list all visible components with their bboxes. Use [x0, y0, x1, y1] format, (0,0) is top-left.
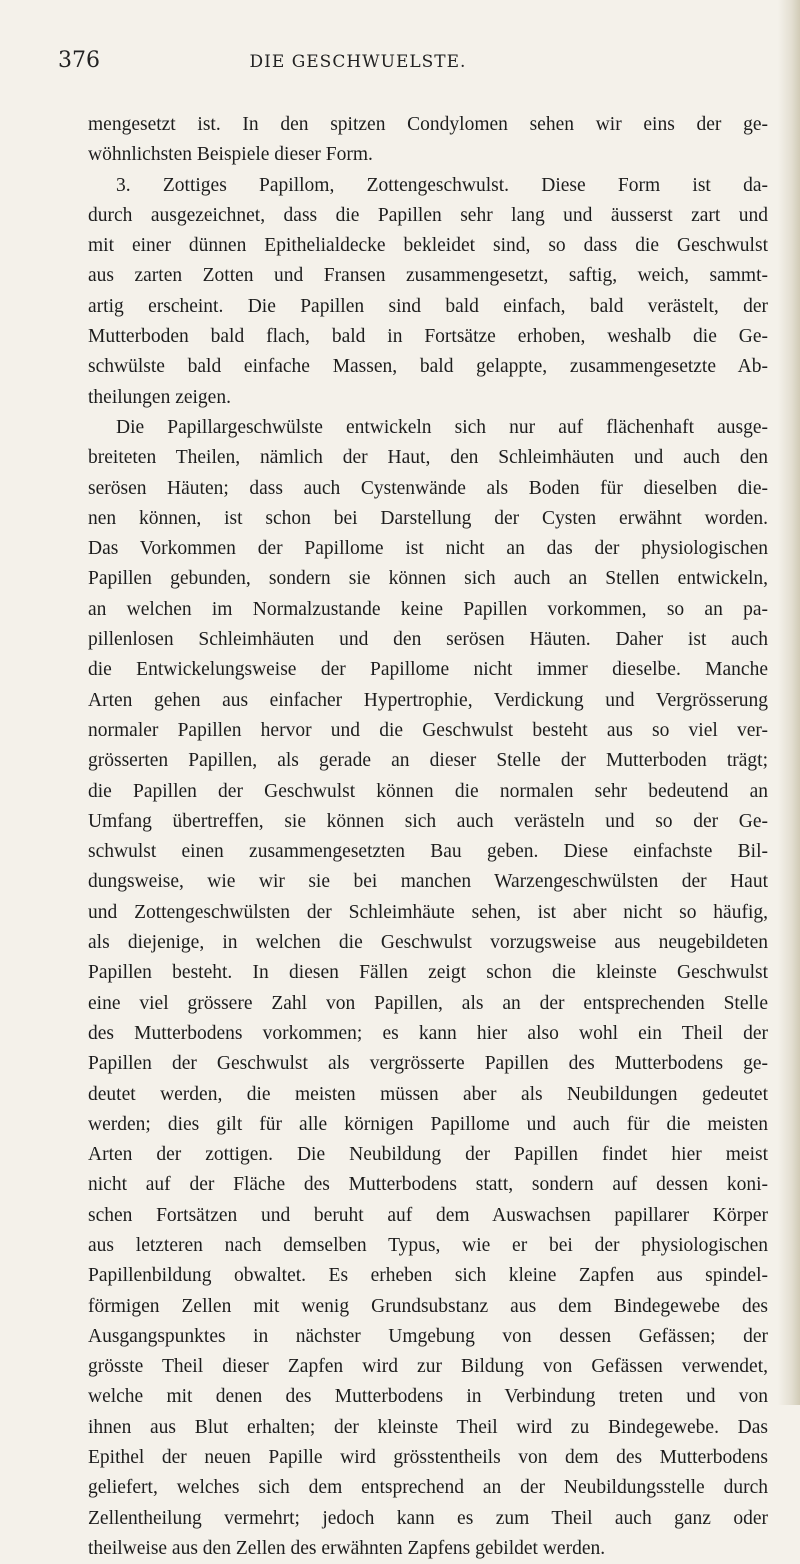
text-line: die Papillen der Geschwulst können die normalen sehr bedeutend an	[88, 780, 768, 802]
text-line: Zellentheilung vermehrt; jedoch kann es zum Theil auch ganz oder	[88, 1507, 768, 1529]
text-line: Umfang übertreffen, sie können sich auch verästeln und so der Ge-	[88, 810, 768, 832]
text-line: Papillenbildung obwaltet. Es erheben sich kleine Zapfen aus spindel-	[88, 1265, 768, 1287]
text-line: Mutterboden bald flach, bald in Fortsätze erhoben, weshalb die Ge-	[88, 326, 768, 348]
text-line: schwülste bald einfache Massen, bald gelappte, zusammengesetzte Ab-	[88, 356, 768, 378]
text-line: pillenlosen Schleimhäuten und den serösen Häuten. Daher ist auch	[88, 629, 768, 651]
text-line: Papillen besteht. In diesen Fällen zeigt schon die kleinste Geschwulst	[88, 962, 768, 984]
text-line: geliefert, welches sich dem entsprechend an der Neubildungsstelle durch	[88, 1477, 768, 1499]
page-header	[48, 48, 778, 88]
text-line: welche mit denen des Mutterbodens in Verbindung treten und von	[88, 1386, 768, 1408]
text-line: werden; dies gilt für alle körnigen Papillome und auch für die meisten	[88, 1113, 768, 1135]
text-line: breiteten Theilen, nämlich der Haut, den Schleimhäuten und auch den	[88, 447, 768, 469]
text-line: aus letzteren nach demselben Typus, wie er bei der physiologischen	[88, 1234, 768, 1256]
text-line: grösserten Papillen, als gerade an dieser Stelle der Mutterboden trägt;	[88, 750, 768, 772]
text-line: deutet werden, die meisten müssen aber als Neubildungen gedeutet	[88, 1083, 768, 1105]
text-line: artig erscheint. Die Papillen sind bald einfach, bald verästelt, der	[88, 295, 768, 317]
text-line: theilweise aus den Zellen des erwähnten Zapfens gebildet werden.	[88, 1537, 606, 1559]
text-line: mengesetzt ist. In den spitzen Condylomen sehen wir eins der ge-	[88, 114, 768, 135]
text-line: 3. Zottiges Papillom, Zottengeschwulst. Diese Form ist da-	[116, 174, 768, 196]
body-text	[88, 110, 768, 1564]
text-line: förmigen Zellen mit wenig Grundsubstanz aus dem Bindegewebe des	[88, 1295, 768, 1317]
text-line: Das Vorkommen der Papillome ist nicht an das der physiologischen	[88, 538, 768, 560]
text-line: serösen Häuten; dass auch Cystenwände als Boden für dieselben die-	[88, 477, 768, 499]
text-line: eine viel grössere Zahl von Papillen, als an der entsprechenden Stelle	[88, 992, 768, 1014]
text-line: Papillen gebunden, sondern sie können sich auch an Stellen entwickeln,	[88, 568, 768, 590]
text-line: Arten der zottigen. Die Neubildung der Papillen findet hier meist	[88, 1144, 768, 1166]
text-line: aus zarten Zotten und Fransen zusammengesetzt, saftig, weich, sammt-	[88, 265, 768, 287]
text-line: schen Fortsätzen und beruht auf dem Auswachsen papillarer Körper	[88, 1204, 768, 1226]
text-line: grösste Theil dieser Zapfen wird zur Bildung von Gefässen verwendet,	[88, 1356, 768, 1378]
text-line: des Mutterbodens vorkommen; es kann hier also wohl ein Theil der	[88, 1022, 768, 1044]
text-line: theilungen zeigen.	[88, 386, 231, 408]
page-edge-shadow	[778, 0, 800, 1405]
text-line: die Entwickelungsweise der Papillome nicht immer dieselbe. Manche	[88, 659, 768, 681]
text-line: Papillen der Geschwulst als vergrösserte Papillen des Mutterbodens ge-	[88, 1053, 768, 1075]
text-line: als diejenige, in welchen die Geschwulst vorzugsweise aus neugebildeten	[88, 932, 768, 954]
text-line: ihnen aus Blut erhalten; der kleinste Theil wird zu Bindegewebe. Das	[88, 1416, 768, 1438]
text-line: Arten gehen aus einfacher Hypertrophie, Verdickung und Vergrösserung	[88, 689, 768, 711]
text-line: schwulst einen zusammengesetzten Bau geben. Diese einfachste Bil-	[88, 841, 768, 863]
text-line: durch ausgezeichnet, dass die Papillen sehr lang und äusserst zart und	[88, 204, 768, 226]
text-line: an welchen im Normalzustande keine Papillen vorkommen, so an pa-	[88, 598, 768, 620]
text-line: und Zottengeschwülsten der Schleimhäute sehen, ist aber nicht so häufig,	[88, 901, 768, 923]
text-line: Epithel der neuen Papille wird grösstentheils von dem des Mutterbodens	[88, 1447, 768, 1469]
text-line: wöhnlichsten Beispiele dieser Form.	[88, 144, 373, 166]
page-number: 376	[58, 48, 100, 73]
text-line: Ausgangspunktes in nächster Umgebung von dessen Gefässen; der	[88, 1325, 768, 1347]
text-line: dungsweise, wie wir sie bei manchen Warzengeschwülsten der Haut	[88, 871, 768, 893]
text-line: Die Papillargeschwülste entwickeln sich nur auf flächenhaft ausge-	[116, 416, 768, 438]
text-line: nicht auf der Fläche des Mutterbodens statt, sondern auf dessen koni-	[88, 1174, 768, 1196]
running-title: DIE GESCHWUELSTE.	[249, 52, 467, 72]
text-line: mit einer dünnen Epithelialdecke bekleidet sind, so dass die Geschwulst	[88, 235, 768, 257]
text-line: normaler Papillen hervor und die Geschwulst besteht aus so viel ver-	[88, 719, 768, 741]
text-line: nen können, ist schon bei Darstellung der Cysten erwähnt worden.	[88, 507, 768, 529]
